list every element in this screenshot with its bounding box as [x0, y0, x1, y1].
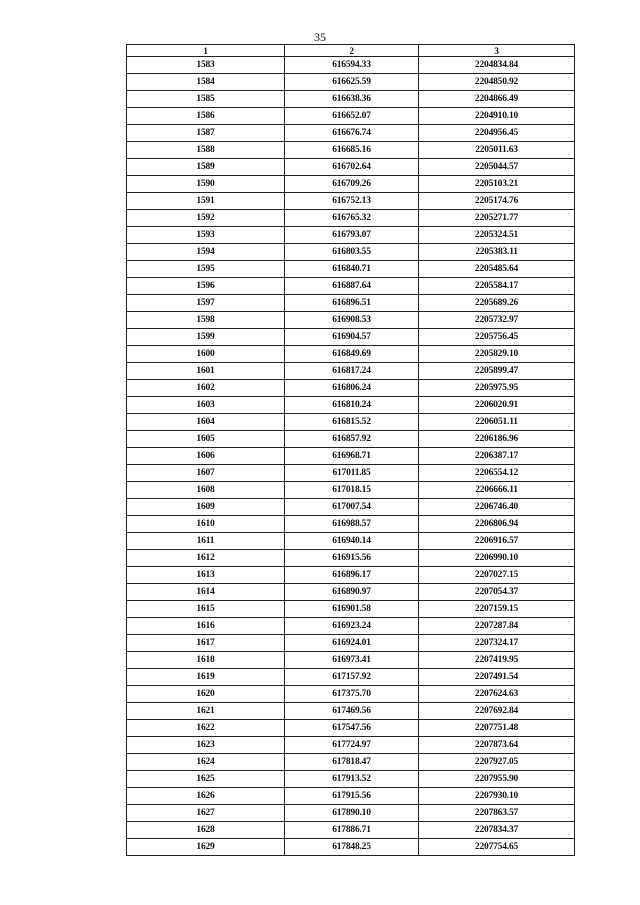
- table-row: [127, 57, 575, 74]
- point-number-cell: 1612: [127, 550, 285, 567]
- x-coordinate-cell: 617915.56: [285, 788, 419, 805]
- table-row: [127, 380, 575, 397]
- point-number-cell: 1585: [127, 91, 285, 108]
- y-coordinate-cell: 2207324.17: [419, 635, 575, 652]
- table-row: [127, 635, 575, 652]
- point-number-cell: 1615: [127, 601, 285, 618]
- point-number-cell: 1593: [127, 227, 285, 244]
- point-number-cell: 1595: [127, 261, 285, 278]
- table-row: [127, 652, 575, 669]
- table-row: [127, 669, 575, 686]
- point-number-cell: 1624: [127, 754, 285, 771]
- x-coordinate-cell: 616676.74: [285, 125, 419, 142]
- y-coordinate-cell: 2204866.49: [419, 91, 575, 108]
- point-number-cell: 1613: [127, 567, 285, 584]
- y-coordinate-cell: 2207955.90: [419, 771, 575, 788]
- x-coordinate-cell: 616625.59: [285, 74, 419, 91]
- point-number-cell: 1588: [127, 142, 285, 159]
- y-coordinate-cell: 2207027.15: [419, 567, 575, 584]
- point-number-cell: 1596: [127, 278, 285, 295]
- y-coordinate-cell: 2207834.37: [419, 822, 575, 839]
- x-coordinate-cell: 616752.13: [285, 193, 419, 210]
- y-coordinate-cell: 2207927.05: [419, 754, 575, 771]
- y-coordinate-cell: 2204850.92: [419, 74, 575, 91]
- point-number-cell: 1591: [127, 193, 285, 210]
- table-row: [127, 550, 575, 567]
- table-row: [127, 788, 575, 805]
- table-row: [127, 737, 575, 754]
- y-coordinate-cell: 2207419.95: [419, 652, 575, 669]
- point-number-cell: 1625: [127, 771, 285, 788]
- table-row: [127, 74, 575, 91]
- table-row: [127, 278, 575, 295]
- table-row: [127, 193, 575, 210]
- point-number-cell: 1611: [127, 533, 285, 550]
- y-coordinate-cell: 2207491.54: [419, 669, 575, 686]
- table-row: [127, 227, 575, 244]
- y-coordinate-cell: 2206746.40: [419, 499, 575, 516]
- x-coordinate-cell: 616968.71: [285, 448, 419, 465]
- y-coordinate-cell: 2205485.64: [419, 261, 575, 278]
- x-coordinate-cell: 616849.69: [285, 346, 419, 363]
- y-coordinate-cell: 2204910.10: [419, 108, 575, 125]
- page-number: 35: [314, 30, 326, 44]
- point-number-cell: 1602: [127, 380, 285, 397]
- x-coordinate-cell: 617890.10: [285, 805, 419, 822]
- y-coordinate-cell: 2207863.57: [419, 805, 575, 822]
- x-coordinate-cell: 616840.71: [285, 261, 419, 278]
- point-number-cell: 1599: [127, 329, 285, 346]
- point-number-cell: 1586: [127, 108, 285, 125]
- y-coordinate-cell: 2206916.57: [419, 533, 575, 550]
- y-coordinate-cell: 2205756.45: [419, 329, 575, 346]
- y-coordinate-cell: 2207873.64: [419, 737, 575, 754]
- table-row: [127, 720, 575, 737]
- table-row: [127, 431, 575, 448]
- y-coordinate-cell: 2205899.47: [419, 363, 575, 380]
- y-coordinate-cell: 2207754.65: [419, 839, 575, 856]
- point-number-cell: 1589: [127, 159, 285, 176]
- point-number-cell: 1621: [127, 703, 285, 720]
- y-coordinate-cell: 2206806.94: [419, 516, 575, 533]
- point-number-cell: 1628: [127, 822, 285, 839]
- table-row: [127, 805, 575, 822]
- table-row: [127, 499, 575, 516]
- table-row: [127, 567, 575, 584]
- table-row: [127, 703, 575, 720]
- table-body: [127, 57, 575, 856]
- y-coordinate-cell: 2206990.10: [419, 550, 575, 567]
- x-coordinate-cell: 616887.64: [285, 278, 419, 295]
- x-coordinate-cell: 617848.25: [285, 839, 419, 856]
- y-coordinate-cell: 2205271.77: [419, 210, 575, 227]
- x-coordinate-cell: 616765.32: [285, 210, 419, 227]
- column-header-point-number: 1: [127, 45, 285, 57]
- point-number-cell: 1616: [127, 618, 285, 635]
- table-row: [127, 108, 575, 125]
- point-number-cell: 1617: [127, 635, 285, 652]
- table-row: [127, 448, 575, 465]
- y-coordinate-cell: 2204834.84: [419, 57, 575, 74]
- x-coordinate-cell: 617375.70: [285, 686, 419, 703]
- y-coordinate-cell: 2205975.95: [419, 380, 575, 397]
- y-coordinate-cell: 2206554.12: [419, 465, 575, 482]
- table-row: [127, 295, 575, 312]
- x-coordinate-cell: 617007.54: [285, 499, 419, 516]
- x-coordinate-cell: 616973.41: [285, 652, 419, 669]
- table-row: [127, 771, 575, 788]
- table-row: [127, 125, 575, 142]
- point-number-cell: 1600: [127, 346, 285, 363]
- y-coordinate-cell: 2207624.63: [419, 686, 575, 703]
- table-row: [127, 686, 575, 703]
- y-coordinate-cell: 2205383.11: [419, 244, 575, 261]
- y-coordinate-cell: 2205011.63: [419, 142, 575, 159]
- x-coordinate-cell: 616817.24: [285, 363, 419, 380]
- x-coordinate-cell: 617913.52: [285, 771, 419, 788]
- x-coordinate-cell: 616652.07: [285, 108, 419, 125]
- table-row: [127, 312, 575, 329]
- point-number-cell: 1607: [127, 465, 285, 482]
- x-coordinate-cell: 616810.24: [285, 397, 419, 414]
- point-number-cell: 1626: [127, 788, 285, 805]
- x-coordinate-cell: 616988.57: [285, 516, 419, 533]
- table-row: [127, 329, 575, 346]
- y-coordinate-cell: 2207751.48: [419, 720, 575, 737]
- y-coordinate-cell: 2205829.10: [419, 346, 575, 363]
- y-coordinate-cell: 2207054.37: [419, 584, 575, 601]
- table-row: [127, 465, 575, 482]
- column-header-x-coordinate: 2: [285, 45, 419, 57]
- x-coordinate-cell: 616904.57: [285, 329, 419, 346]
- table-row: [127, 533, 575, 550]
- table-row: [127, 210, 575, 227]
- x-coordinate-cell: 616890.97: [285, 584, 419, 601]
- point-number-cell: 1604: [127, 414, 285, 431]
- table-row: [127, 159, 575, 176]
- x-coordinate-cell: 617018.15: [285, 482, 419, 499]
- table-row: [127, 584, 575, 601]
- x-coordinate-cell: 616896.17: [285, 567, 419, 584]
- x-coordinate-cell: 616857.92: [285, 431, 419, 448]
- point-number-cell: 1590: [127, 176, 285, 193]
- table-row: [127, 91, 575, 108]
- y-coordinate-cell: 2205324.51: [419, 227, 575, 244]
- x-coordinate-cell: 617724.97: [285, 737, 419, 754]
- table-row: [127, 839, 575, 856]
- table-row: [127, 244, 575, 261]
- x-coordinate-cell: 617547.56: [285, 720, 419, 737]
- x-coordinate-cell: 616702.64: [285, 159, 419, 176]
- y-coordinate-cell: 2205689.26: [419, 295, 575, 312]
- x-coordinate-cell: 617157.92: [285, 669, 419, 686]
- point-number-cell: 1614: [127, 584, 285, 601]
- x-coordinate-cell: 616803.55: [285, 244, 419, 261]
- point-number-cell: 1618: [127, 652, 285, 669]
- x-coordinate-cell: 617886.71: [285, 822, 419, 839]
- y-coordinate-cell: 2204956.45: [419, 125, 575, 142]
- point-number-cell: 1587: [127, 125, 285, 142]
- point-number-cell: 1603: [127, 397, 285, 414]
- y-coordinate-cell: 2205174.76: [419, 193, 575, 210]
- point-number-cell: 1608: [127, 482, 285, 499]
- x-coordinate-cell: 616896.51: [285, 295, 419, 312]
- x-coordinate-cell: 617469.56: [285, 703, 419, 720]
- x-coordinate-cell: 616806.24: [285, 380, 419, 397]
- y-coordinate-cell: 2206020.91: [419, 397, 575, 414]
- table-row: [127, 414, 575, 431]
- table-row: [127, 754, 575, 771]
- x-coordinate-cell: 616915.56: [285, 550, 419, 567]
- table-row: [127, 176, 575, 193]
- x-coordinate-cell: 616638.36: [285, 91, 419, 108]
- point-number-cell: 1592: [127, 210, 285, 227]
- point-number-cell: 1584: [127, 74, 285, 91]
- x-coordinate-cell: 616924.01: [285, 635, 419, 652]
- table-row: [127, 261, 575, 278]
- table-row: [127, 142, 575, 159]
- point-number-cell: 1620: [127, 686, 285, 703]
- y-coordinate-cell: 2206051.11: [419, 414, 575, 431]
- y-coordinate-cell: 2206186.96: [419, 431, 575, 448]
- x-coordinate-cell: 617818.47: [285, 754, 419, 771]
- table-row: [127, 397, 575, 414]
- point-number-cell: 1598: [127, 312, 285, 329]
- y-coordinate-cell: 2205584.17: [419, 278, 575, 295]
- y-coordinate-cell: 2206387.17: [419, 448, 575, 465]
- table-row: [127, 482, 575, 499]
- point-number-cell: 1627: [127, 805, 285, 822]
- table-row: [127, 346, 575, 363]
- x-coordinate-cell: 616793.07: [285, 227, 419, 244]
- point-number-cell: 1594: [127, 244, 285, 261]
- point-number-cell: 1606: [127, 448, 285, 465]
- point-number-cell: 1629: [127, 839, 285, 856]
- table-row: [127, 516, 575, 533]
- table-row: [127, 822, 575, 839]
- table-header-row: [127, 45, 575, 57]
- x-coordinate-cell: 616815.52: [285, 414, 419, 431]
- x-coordinate-cell: 616709.26: [285, 176, 419, 193]
- y-coordinate-cell: 2206666.11: [419, 482, 575, 499]
- x-coordinate-cell: 616923.24: [285, 618, 419, 635]
- x-coordinate-cell: 616685.16: [285, 142, 419, 159]
- point-number-cell: 1622: [127, 720, 285, 737]
- point-number-cell: 1609: [127, 499, 285, 516]
- point-number-cell: 1623: [127, 737, 285, 754]
- column-header-y-coordinate: 3: [419, 45, 575, 57]
- table-row: [127, 363, 575, 380]
- y-coordinate-cell: 2207692.84: [419, 703, 575, 720]
- y-coordinate-cell: 2205044.57: [419, 159, 575, 176]
- point-number-cell: 1605: [127, 431, 285, 448]
- x-coordinate-cell: 616594.33: [285, 57, 419, 74]
- x-coordinate-cell: 616908.53: [285, 312, 419, 329]
- y-coordinate-cell: 2207930.10: [419, 788, 575, 805]
- x-coordinate-cell: 616901.58: [285, 601, 419, 618]
- point-number-cell: 1601: [127, 363, 285, 380]
- point-number-cell: 1610: [127, 516, 285, 533]
- y-coordinate-cell: 2207287.84: [419, 618, 575, 635]
- coordinates-table: [126, 44, 575, 856]
- y-coordinate-cell: 2207159.15: [419, 601, 575, 618]
- y-coordinate-cell: 2205103.21: [419, 176, 575, 193]
- point-number-cell: 1597: [127, 295, 285, 312]
- point-number-cell: 1619: [127, 669, 285, 686]
- table-row: [127, 618, 575, 635]
- table-row: [127, 601, 575, 618]
- y-coordinate-cell: 2205732.97: [419, 312, 575, 329]
- x-coordinate-cell: 616940.14: [285, 533, 419, 550]
- point-number-cell: 1583: [127, 57, 285, 74]
- x-coordinate-cell: 617011.85: [285, 465, 419, 482]
